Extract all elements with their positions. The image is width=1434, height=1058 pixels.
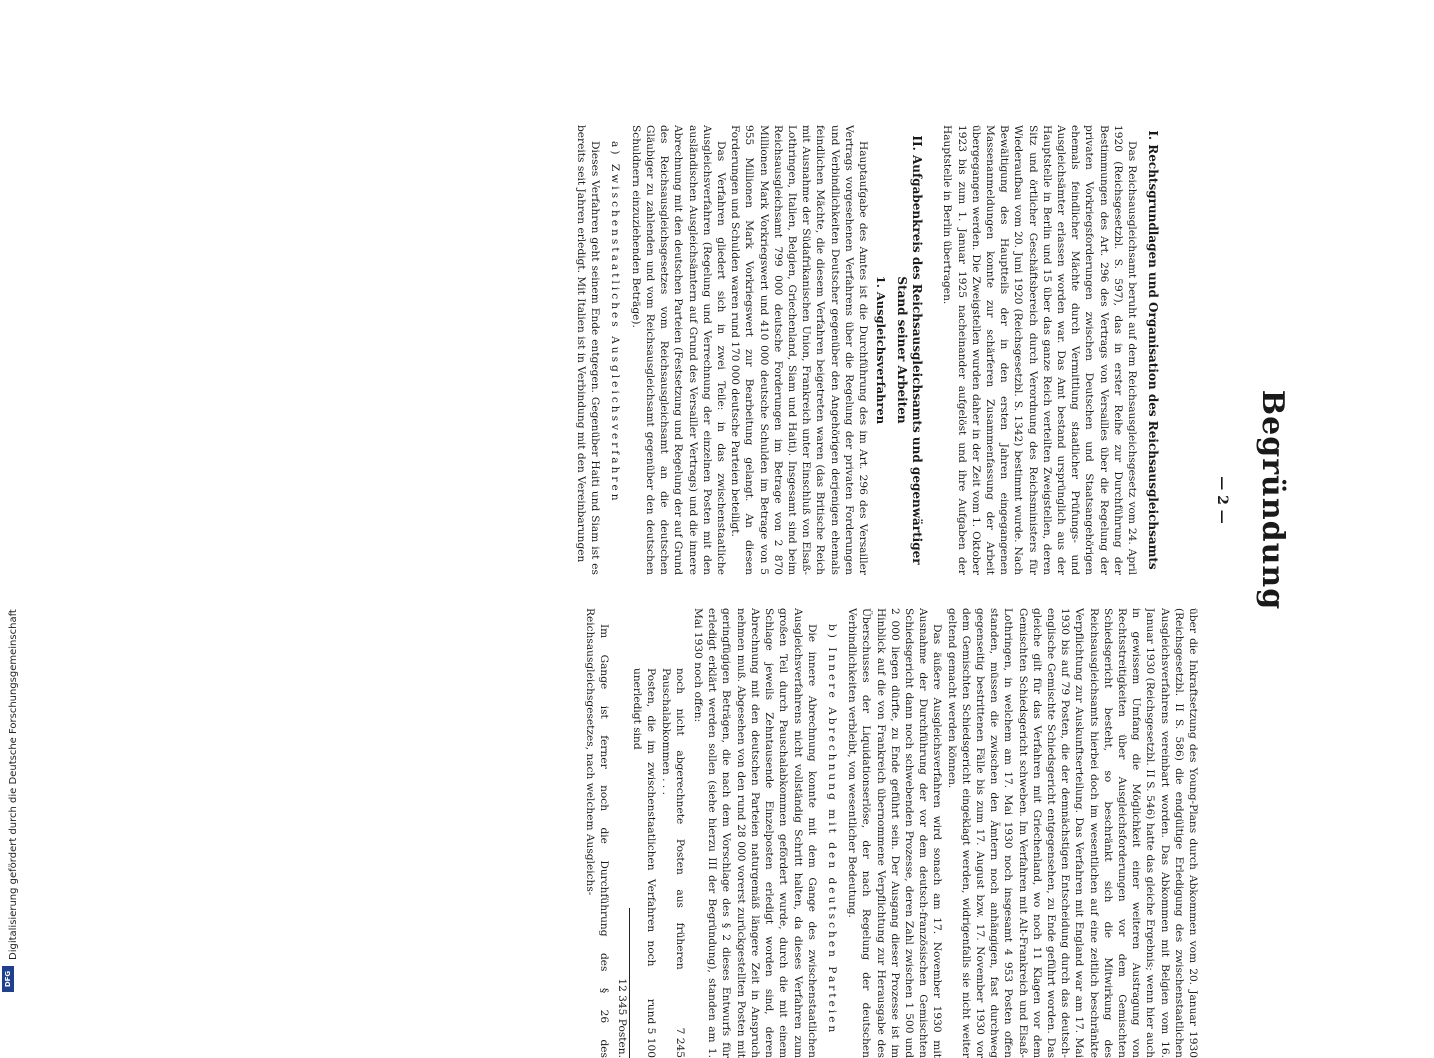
subsection-heading-innere-abrechnung: b) Innere Abrechnung mit den deutschen Parteien — [825, 624, 838, 1036]
tally-total: 12 345 Posten. — [615, 908, 630, 1058]
tally-row — [658, 608, 686, 1058]
paragraph: Im Gange ist ferner noch die Durchführung des § 26 des Reichsausgleichsgesetzes, nach welchem Ausgleichs- — [583, 608, 610, 1058]
paragraph: über die Inkraftsetzung des Young-Plans durch Abkommen vom 20. Januar 1930 (Reichsgesetzbl. II S. 586) die endgültige Erledigung des zwischenstaatlichen Ausgleichsverfahrens vereinbart worden. Das Abkommen mit Belgien vom 16. Januar 1930 (Reichsgesetzbl. II S. 546) hatte das gleiche Ergebnis; wenn hier auch in gewissem Umfang die Möglichkeit einer weiteren Austragung von Rechtsstreitigkeiten über Ausgleichsforderungen vor dem Gemischten Schiedsgericht besteht, so beschränkt sich die Mitwirkung des Reichsausgleichsamts hierbei doch im wesentlichen auf eine zeitlich beschränkte Verpflichtung zur Auskunftserteilung. Das Verfahren mit England war am 17. Mai 1930 bis auf 79 Posten, die der demnächstigen Entscheidung durch das deutsch-englische Gemischte Schiedsgericht entgegensehen, zu Ende geführt worden. Das gleiche gilt für das Verfahren mit Griechenland, wo noch 11 Klagen vor dem Gemischten Schiedsgericht schweben. Im Verfahren mit Alt-Frankreich und Elsaß-Lothringen, in welchem am 17. Mai 1930 noch insgesamt 4 953 Posten offen standen, müssen die zwischen den Ämtern noch anhängigen, fast durchweg gegenseitig bestrittenen Fälle bis zum 17. August bzw. 17. November 1930 vor dem Gemischten Schiedsgericht eingeklagt werden, widrigenfalls sie nicht weiter geltend gemacht werden können. — [945, 608, 1199, 1058]
tally-value: rund 5 100 — [645, 998, 658, 1058]
page-number: — 2 — — [1214, 476, 1230, 524]
right-column — [100, 608, 1200, 1058]
tally-label: Posten, die im zwischenstaatlichen Verfahren noch unerledigt sind — [631, 668, 658, 967]
paragraph: Hauptaufgabe des Amtes ist die Durchführung des im Art. 296 des Versailler Vertrags vorgesehenen Verfahrens über die Regelung der privaten Forderungen und Verbindlichkeiten Deutscher gegenüber den Angehörigen derjenigen ehemals feindlichen Mächte, die diesem Verfahren beigetreten waren (das Britische Reich mit Ausnahme der Südafrikanischen Union, Frankreich unter Einschluß von Elsaß-Lothringen, Italien, Belgien, Griechenland, Siam und Haiti). Insgesamt sind beim Reichsausgleichsamt 799 000 deutsche Forderungen im Betrage von 2 870 Millionen Mark Vorkriegswert und 410 000 deutsche Schulden im Betrage von 5 955 Millionen Mark Vorkriegswert zur Bearbeitung gelangt. An diesen Forderungen und Schulden waren rund 170 000 deutsche Parteien beteiligt. — [729, 125, 869, 575]
left-column — [100, 125, 1160, 575]
paragraph: Das Verfahren gliedert sich in zwei Teile: in das zwischenstaatliche Ausgleichsverfahren (Regelung und Verrechnung der einzelnen Posten mit den ausländischen Ausgleichsämtern auf Grund des Versailler Vertrags) und die innere Abrechnung mit den deutschen Parteien (Festsetzung und Regelung der auf Grund des Reichsausgleichsgesetzes vom Reichsausgleichsamt an die deutschen Gläubiger zu zahlenden und vom Reichsausgleichsamt gegenüber den deutschen Schuldnern einzuziehenden Beträge). — [629, 125, 727, 575]
paragraph: Das äußere Ausgleichsverfahren wird sonach am 17. November 1930 mit Ausnahme der Durchführung der vor dem deutsch-französischen Gemischten Schiedsgericht dann noch schwebenden Prozesse, deren Zahl zwischen 1 500 und 2 000 liegen dürfte, zu Ende geführt sein. Der Ausgang dieser Prozesse ist im Hinblick auf die von Frankreich übernommene Verpflichtung zur Herausgabe des Überschusses der Liquidationserlöse, der nach Regelung der deutschen Verbindlichkeiten verbleibt, von wesentlicher Bedeutung. — [846, 608, 944, 1058]
digitisation-credit — [0, 0, 19, 1000]
subsection-heading-zwischenstaatlich: a) Zwischenstaatliches Ausgleichsverfahren — [609, 141, 622, 504]
tally-value: 7 245 — [673, 1027, 686, 1058]
section-heading-organisation: I. Rechtsgrundlagen und Organisation des Reichsausgleichsamts — [1146, 130, 1160, 570]
tally-label: noch nicht abgerechnete Posten aus früheren Pauschalabkommen . . . — [659, 668, 686, 970]
paragraph: Die innere Abrechnung konnte mit dem Gange des zwischenstaatlichen Ausgleichsverfahrens nicht vollständig Schritt halten, da dieses Verfahren zum großen Teil durch Pauschalabkommen gefördert wurde, durch die mit einem Schlage jeweils Zehntausende Einzelposten erledigt worden sind, deren Abrechnung mit den deutschen Parteien naturgemäß längere Zeit in Anspruch nehmen muß. Abgesehen von den rund 28 000 vorerst zurückgestellten Posten mit geringfügigen Beträgen, die nach dem Vorschlage des § 2 dieses Entwurfs für erledigt erklärt werden sollen (siehe hierzu III der Begründung), standen am 1. Mai 1930 noch offen: — [692, 608, 818, 1058]
open-items-tally — [615, 608, 687, 1058]
section-heading-tasks: II. Aufgabenkreis des Reichsausgleichsamts und gegenwärtiger Stand seiner Arbeiten — [895, 135, 925, 565]
paragraph: Das Reichsausgleichsamt beruht auf dem Reichsausgleichsgesetz vom 24. April 1920 (Reichsgesetzbl. S. 597), das in erster Reihe zur Durchführung der Bestimmungen des Art. 296 des Vertrags von Versailles über die Regelung der privaten Vorkriegsforderungen zwischen Deutschen und Staatsangehörigen ehemals feindlicher Mächte durch Vermittlung staatlicher Prüfungs- und Ausgleichsämter erlassen worden war. Das Amt bestand ursprünglich aus der Hauptstelle in Berlin und 15 über das ganze Reich verteilten Zweigstellen, deren Sitz und örtlicher Geschäftsbereich durch Verordnung des Reichsministers für Wiederaufbau vom 20. Juni 1920 (Reichsgesetzbl. S. 1342) bestimmt wurde. Nach Bewältigung des Hauptteils der in den ersten Jahren eingegangenen Massenanmeldungen konnte zur schärferen Zusammenfassung der Arbeit übergegangen werden. Die Zweigstellen wurden daher in der Zeit vom 1. Oktober 1923 bis zum 1. Januar 1925 nacheinander aufgelöst und ihre Aufgaben der Hauptstelle in Berlin übertragen. — [941, 125, 1138, 575]
scanned-page — [30, 0, 1300, 1058]
tally-row — [630, 608, 658, 1058]
dfg-logo-text: DFG — [4, 970, 12, 988]
subsection-heading-ausgleichsverfahren: 1. Ausgleichsverfahren — [874, 275, 889, 425]
dfg-logo — [2, 966, 14, 992]
credit-text: Digitalisierung gefördert durch die Deutsche Forschungsgemeinschaft — [8, 609, 19, 960]
document-title: Begründung — [1255, 389, 1290, 611]
paragraph: Dieses Verfahren geht seinem Ende entgegen. Gegenüber Haiti und Siam ist es bereits seit Jahren erledigt. Mit Italien ist in Verbindung mit den Vereinbarungen — [575, 125, 602, 575]
